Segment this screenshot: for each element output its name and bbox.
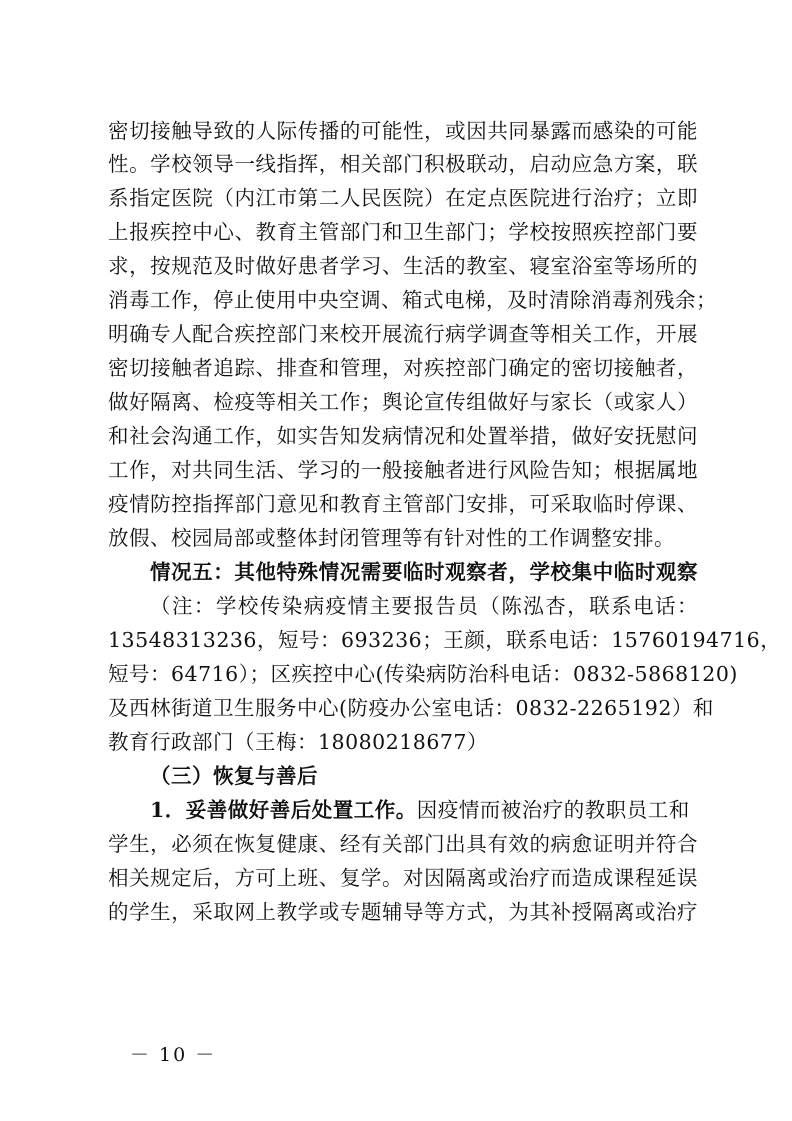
note-line: 短号：64716）；区疾控中心(传染病防治科电话：0832-5868120) [108, 662, 738, 686]
paragraph-line: 消毒工作，停止使用中央空调、箱式电梯，及时清除消毒剂残余； [108, 288, 717, 312]
section-heading-recovery: （三）恢复与善后 [150, 764, 318, 788]
paragraph-line: 放假、校园局部或整体封闭管理等有针对性的工作调整安排。 [108, 526, 675, 550]
paragraph-line: 工作，对共同生活、学习的一般接触者进行风险告知；根据属地 [108, 458, 698, 482]
paragraph-line: 相关规定后，方可上班、复学。对因隔离或治疗而造成课程延误 [108, 866, 698, 890]
note-line: 教育行政部门（王梅：18080218677） [108, 730, 488, 754]
note-line: （注：学校传染病疫情主要报告员（陈泓杏，联系电话： [150, 594, 698, 618]
paragraph-line: 性。学校领导一线指挥，相关部门积极联动，启动应急方案，联 [108, 152, 698, 176]
subsection-text: 因疫情而被治疗的教职员工和 [416, 798, 690, 822]
paragraph-line: 密切接触导致的人际传播的可能性，或因共同暴露而感染的可能 [108, 119, 698, 143]
note-line: 及西林街道卫生服务中心(防疫办公室电话：0832-2265192）和 [108, 696, 714, 720]
paragraph-line: 明确专人配合疾控部门来校开展流行病学调查等相关工作，开展 [108, 322, 698, 346]
page-number: － 10 － [130, 1044, 217, 1066]
situation-five-heading: 情况五：其他特殊情况需要临时观察者，学校集中临时观察 [150, 560, 698, 584]
paragraph-line: 求，按规范及时做好患者学习、生活的教室、寝室浴室等场所的 [108, 254, 698, 278]
paragraph-line: 做好隔离、检疫等相关工作；舆论宣传组做好与家长（或家人） [108, 390, 698, 414]
subsection-line [150, 793, 698, 827]
paragraph-line: 的学生，采取网上教学或专题辅导等方式，为其补授隔离或治疗 [108, 900, 698, 924]
paragraph-line: 系指定医院（内江市第二人民医院）在定点医院进行治疗；立即 [108, 186, 698, 210]
paragraph-line: 密切接触者追踪、排查和管理，对疾控部门确定的密切接触者， [108, 356, 698, 380]
subsection-title: 1．妥善做好善后处置工作。 [150, 798, 417, 822]
paragraph-line: 上报疾控中心、教育主管部门和卫生部门；学校按照疾控部门要 [108, 220, 698, 244]
note-line: 13548313236，短号：693236；王颜，联系电话：15760194716， [108, 628, 782, 652]
paragraph-line: 和社会沟通工作，如实告知发病情况和处置举措，做好安抚慰问 [108, 424, 698, 448]
paragraph-line: 学生，必须在恢复健康、经有关部门出具有效的病愈证明并符合 [108, 832, 698, 856]
paragraph-line: 疫情防控指挥部门意见和教育主管部门安排，可采取临时停课、 [108, 492, 698, 516]
